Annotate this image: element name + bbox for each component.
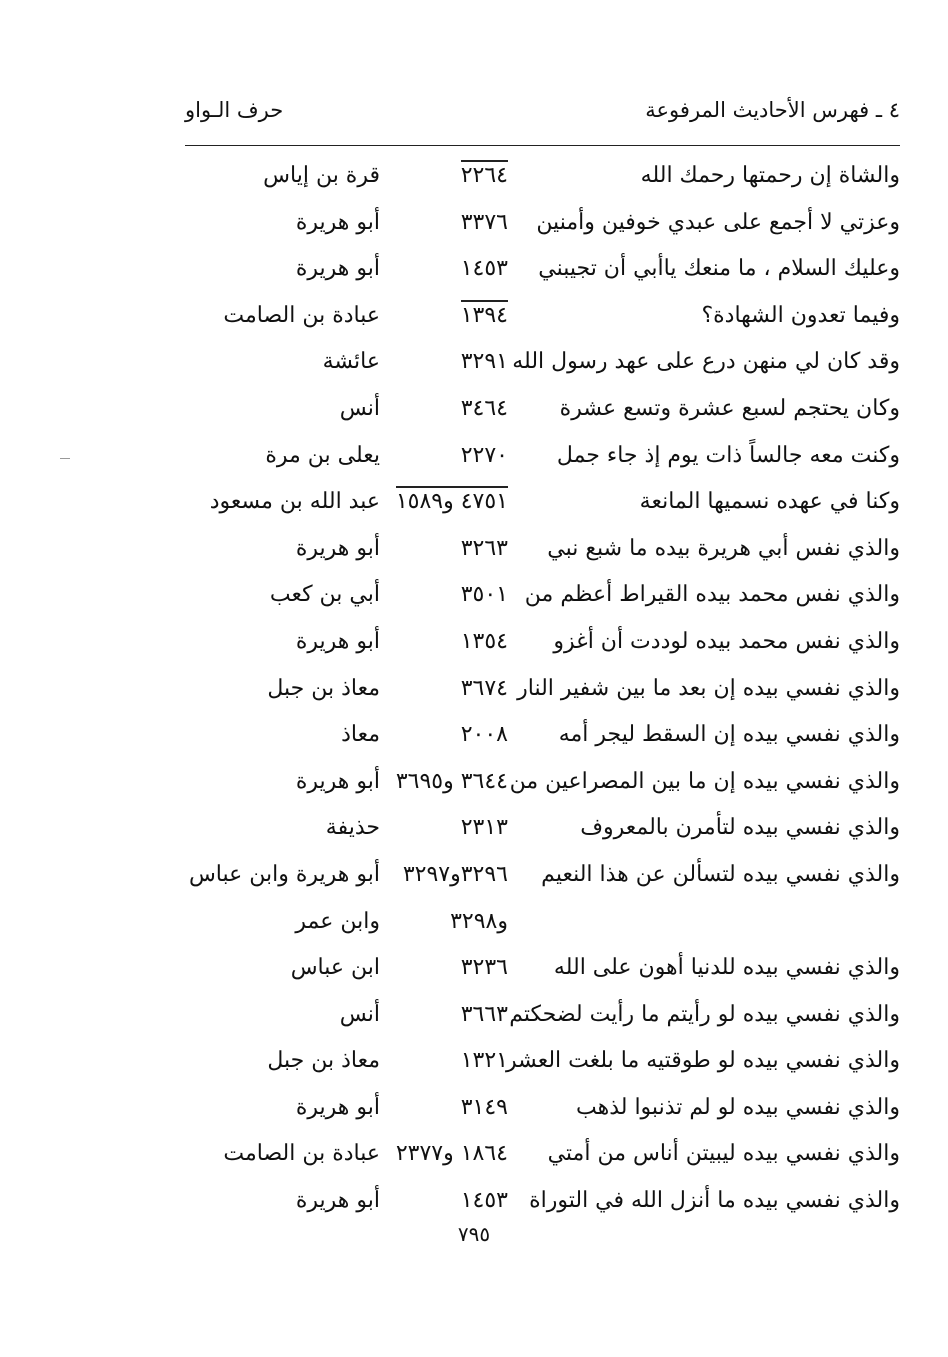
index-row (0, 481, 948, 528)
narrator-name: أبو هريرة (295, 209, 380, 235)
hadith-number: ١٤٥٣ (460, 256, 508, 282)
narrator-name: عبادة بن الصامت (223, 1141, 380, 1167)
hadith-number: ٣٢٩٦و٣٢٩٧ (402, 861, 508, 887)
hadith-text: والذي نفسي بيده لتأمرن بالمعروف (580, 815, 900, 841)
index-row (0, 202, 948, 249)
hadith-text: وعليك السلام ، ما منعك ياأبي أن تجيبني (538, 256, 900, 282)
hadith-text: والذي نفس محمد بيده لوددت أن أغزو (553, 628, 900, 654)
hadith-number: ٣٤٦٤ (460, 395, 508, 421)
page-number: ٧٩٥ (457, 1222, 491, 1246)
hadith-text: وعزتي لا أجمع على عبدي خوفين وأمنين (536, 209, 900, 235)
hadith-text: وكنا في عهده نسميها المانعة (639, 489, 900, 515)
hadith-number: ٤٧٥١ و١٥٨٩ (396, 486, 508, 514)
hadith-text: والذي نفسي بيده إن السقط ليجر أمه (558, 722, 900, 748)
hadith-text: والذي نفسي بيده لو طوقتيه ما بلغت العشر (505, 1048, 900, 1074)
hadith-text: والذي نفسي بيده لتسألن عن هذا النعيم (541, 861, 900, 887)
narrator-name: عبد الله بن مسعود (209, 489, 380, 515)
hadith-number: ٣٣٧٦ (460, 209, 508, 235)
hadith-text: والذي نفسي بيده إن بعد ما بين شفير النار (517, 675, 900, 701)
narrator-name: أبو هريرة (295, 1094, 380, 1120)
index-row (0, 807, 948, 854)
narrator-name: وابن عمر (295, 908, 380, 934)
index-row (0, 668, 948, 715)
narrator-name: أبو هريرة (295, 768, 380, 794)
hadith-number: ١٤٥٣ (460, 1188, 508, 1214)
index-row (0, 295, 948, 342)
hadith-number: ٣٢٣٦ (460, 955, 508, 981)
hadith-text: والذي نفس محمد بيده القيراط أعظم من (524, 582, 900, 608)
hadith-text: وكنت معه جالساً ذات يوم إذ جاء جمل (556, 442, 900, 468)
index-row (0, 574, 948, 621)
index-row (0, 714, 948, 761)
hadith-index-list (0, 155, 948, 1227)
hadith-number: ٣٦٤٤ و٣٦٩٥ (395, 768, 508, 794)
narrator-name: يعلى بن مرة (265, 442, 380, 468)
hadith-text: والذي نفس أبي هريرة بيده ما شبع نبي (547, 535, 900, 561)
narrator-name: معاذ بن جبل (267, 675, 380, 701)
hadith-text: والذي نفسي بيده للدنيا أهون على الله (553, 955, 900, 981)
index-row (0, 1180, 948, 1227)
hadith-number: ١٣٥٤ (460, 628, 508, 654)
index-row (0, 388, 948, 435)
index-row (0, 155, 948, 202)
hadith-text: وقد كان لي منهن درع على عهد رسول الله (512, 349, 900, 375)
narrator-name: معاذ (341, 722, 380, 748)
narrator-name: أنس (339, 395, 380, 421)
narrator-name: أنس (339, 1001, 380, 1027)
hadith-number: ١٣٩٤ (461, 300, 508, 328)
hadith-number: ١٣٢١ (460, 1048, 508, 1074)
hadith-number: ٢٢٧٠ (460, 442, 508, 468)
hadith-text: والذي نفسي بيده ما أنزل الله في التوراة (529, 1188, 900, 1214)
index-row (0, 901, 948, 948)
index-row (0, 1133, 948, 1180)
hadith-number: ٢٣١٣ (460, 815, 508, 841)
hadith-number: و٣٢٩٨ (450, 908, 508, 934)
section-title: حرف الـواو (185, 98, 284, 122)
narrator-name: قرة بن إياس (263, 163, 380, 188)
narrator-name: أبو هريرة (295, 1188, 380, 1214)
index-row (0, 248, 948, 295)
hadith-number: ١٨٦٤ و٢٣٧٧ (395, 1141, 508, 1167)
page-header (185, 98, 900, 134)
running-title: ٤ ـ فهرس الأحاديث المرفوعة (645, 98, 900, 122)
hadith-text: والذي نفسي بيده لو رأيتم ما رأيت لضحكتم (509, 1001, 900, 1027)
narrator-name: أبو هريرة (295, 535, 380, 561)
index-row (0, 528, 948, 575)
hadith-text: والذي نفسي بيده إن ما بين المصراعين من (509, 768, 900, 794)
hadith-text: والشاة إن رحمتها رحمك الله (640, 163, 900, 188)
hadith-number: ٣٦٦٣ (460, 1001, 508, 1027)
hadith-number: ٣١٤٩ (460, 1094, 508, 1120)
hadith-text: والذي نفسي بيده ليبيتن أناس من أمتي (547, 1141, 900, 1167)
hadith-number: ٢٢٦٤ (461, 160, 508, 188)
hadith-number: ٣٢٦٣ (460, 535, 508, 561)
index-row (0, 761, 948, 808)
hadith-number: ٢٠٠٨ (460, 722, 508, 748)
hadith-number: ٣٥٠١ (460, 582, 508, 608)
narrator-name: ابن عباس (290, 955, 380, 981)
index-row (0, 341, 948, 388)
hadith-text: وفيما تعدون الشهادة؟ (701, 302, 900, 328)
narrator-name: أبو هريرة وابن عباس (188, 861, 380, 887)
narrator-name: معاذ بن جبل (267, 1048, 380, 1074)
narrator-name: أبو هريرة (295, 256, 380, 282)
narrator-name: أبي بن كعب (269, 582, 380, 608)
index-row (0, 621, 948, 668)
index-row (0, 947, 948, 994)
narrator-name: عبادة بن الصامت (223, 302, 380, 328)
index-row (0, 435, 948, 482)
hadith-text: والذي نفسي بيده لو لم تذنبوا لذهب (576, 1094, 900, 1120)
narrator-name: أبو هريرة (295, 628, 380, 654)
narrator-name: حذيفة (325, 815, 380, 841)
hadith-number: ٣٦٧٤ (460, 675, 508, 701)
index-row (0, 1040, 948, 1087)
narrator-name: عائشة (322, 349, 380, 375)
index-row (0, 1087, 948, 1134)
header-rule (185, 145, 900, 146)
index-row (0, 994, 948, 1041)
hadith-number: ٣٢٩١ (460, 349, 508, 375)
index-row (0, 854, 948, 901)
hadith-text: وكان يحتجم لسبع عشرة وتسع عشرة (559, 395, 900, 421)
